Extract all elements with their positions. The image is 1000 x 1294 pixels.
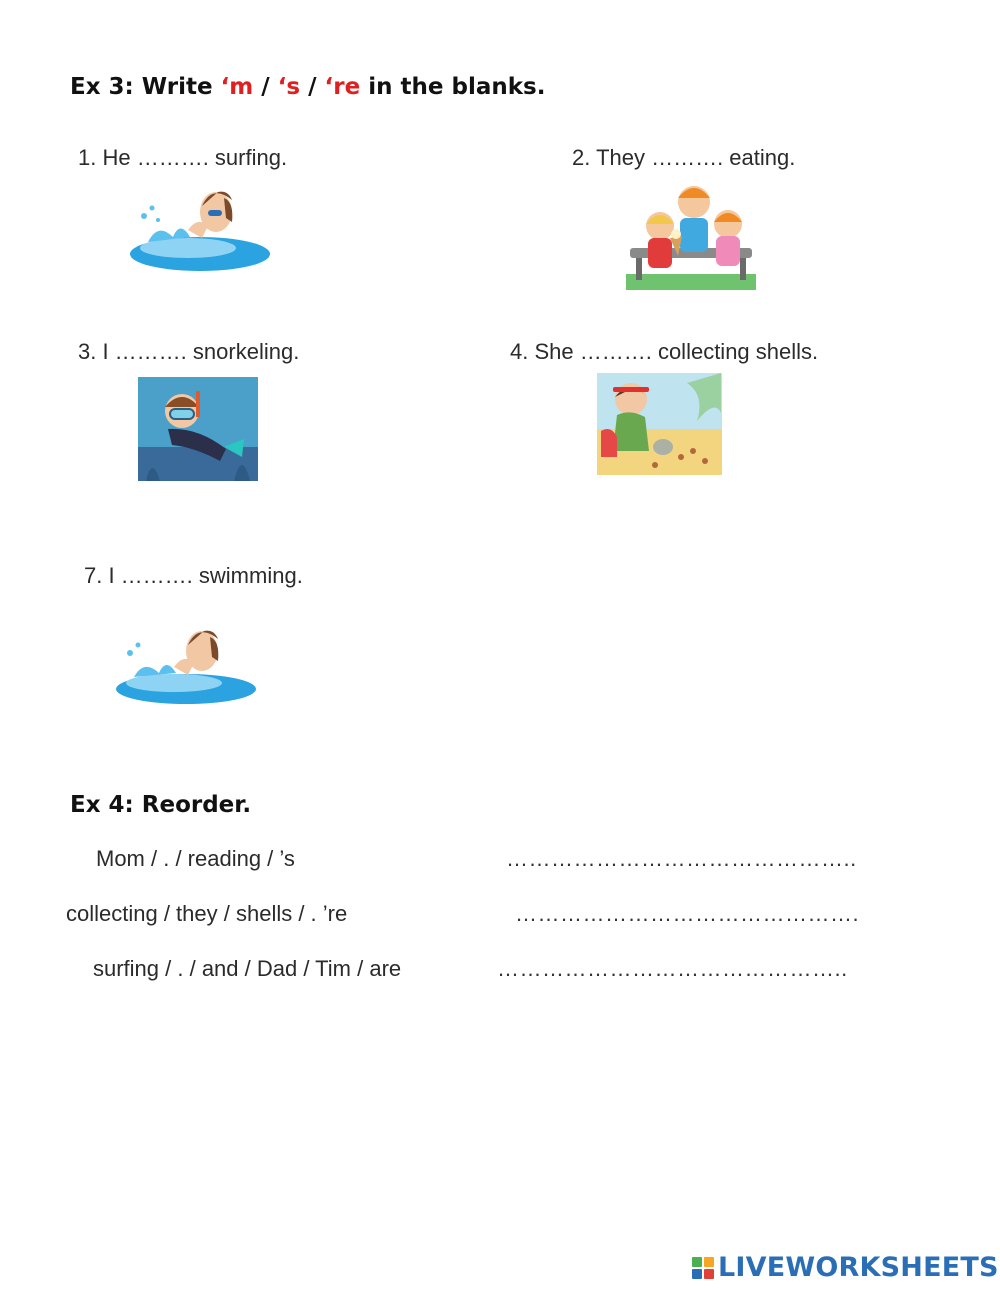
exercise-item-7: 7. I ………. swimming. <box>84 563 303 588</box>
swimming-boy-image <box>114 623 259 707</box>
exercise-item-1: 1. He ………. surfing. <box>78 145 288 170</box>
collecting-shells-image <box>597 373 722 475</box>
ex3-title-prefix: Ex 3: Write <box>70 74 221 100</box>
surfing-boy-image <box>128 182 273 274</box>
separator: / <box>253 74 278 100</box>
reorder-prompt-2: collecting / they / shells / . ’re <box>66 901 348 926</box>
reorder-prompt-3: surfing / . / and / Dad / Tim / are <box>93 956 402 981</box>
reorder-prompt-1: Mom / . / reading / ’s <box>96 846 295 871</box>
logo-text: LIVEWORKSHEETS <box>718 1252 999 1283</box>
option-m: ‘m <box>220 74 254 100</box>
answer-blank-1[interactable]: ……………………………………….. <box>506 846 857 871</box>
answer-blank-3[interactable]: ……………………………………….. <box>497 956 848 981</box>
ex3-title-suffix: in the blanks. <box>360 74 546 100</box>
ex4-heading: Ex 4: Reorder. <box>70 792 252 818</box>
option-re: ‘re <box>324 74 361 100</box>
separator: / <box>300 74 325 100</box>
snorkeling-boy-image <box>138 377 258 481</box>
logo-mark-icon <box>692 1257 714 1279</box>
exercise-item-2: 2. They ………. eating. <box>572 145 796 170</box>
exercise-item-3: 3. I ………. snorkeling. <box>78 339 300 364</box>
children-eating-image <box>626 178 756 290</box>
answer-blank-2[interactable]: ………………………………………. <box>515 901 860 926</box>
option-s: ‘s <box>277 74 301 100</box>
liveworksheets-logo <box>692 1252 999 1283</box>
exercise-item-4: 4. She ………. collecting shells. <box>510 339 819 364</box>
ex3-heading <box>70 74 545 100</box>
